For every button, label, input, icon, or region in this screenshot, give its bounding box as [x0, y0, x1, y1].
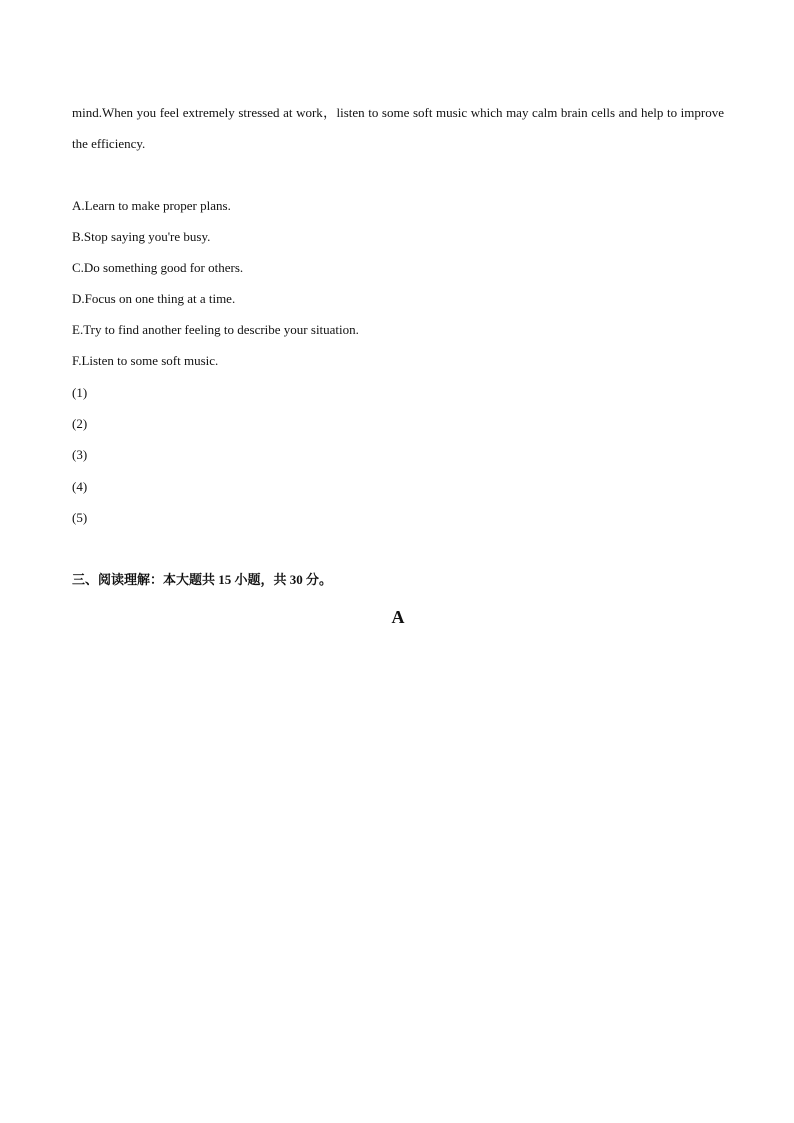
option-d: D.Focus on one thing at a time. [72, 291, 236, 306]
option-f: F.Listen to some soft music. [72, 353, 219, 368]
passage-continuation: mind.When you feel extremely stressed at work，listen to some soft music which may calm brain cells and help to improve the efficiency. [72, 105, 724, 151]
option-c: C.Do something good for others. [72, 260, 244, 275]
option-b: B.Stop saying you're busy. [72, 229, 211, 244]
option-a: A.Learn to make proper plans. [72, 198, 231, 213]
answer-blank-5: (5) [72, 510, 88, 525]
answer-blank-3: (3) [72, 447, 88, 462]
answer-blank-1: (1) [72, 385, 88, 400]
section-letter: A [391, 607, 405, 627]
answer-blank-4: (4) [72, 479, 88, 494]
option-e: E.Try to find another feeling to describe your situation. [72, 322, 359, 337]
answer-blank-2: (2) [72, 416, 88, 431]
section-heading: 三、阅读理解：本大题共 15 小题，共 30 分。 [72, 572, 333, 587]
